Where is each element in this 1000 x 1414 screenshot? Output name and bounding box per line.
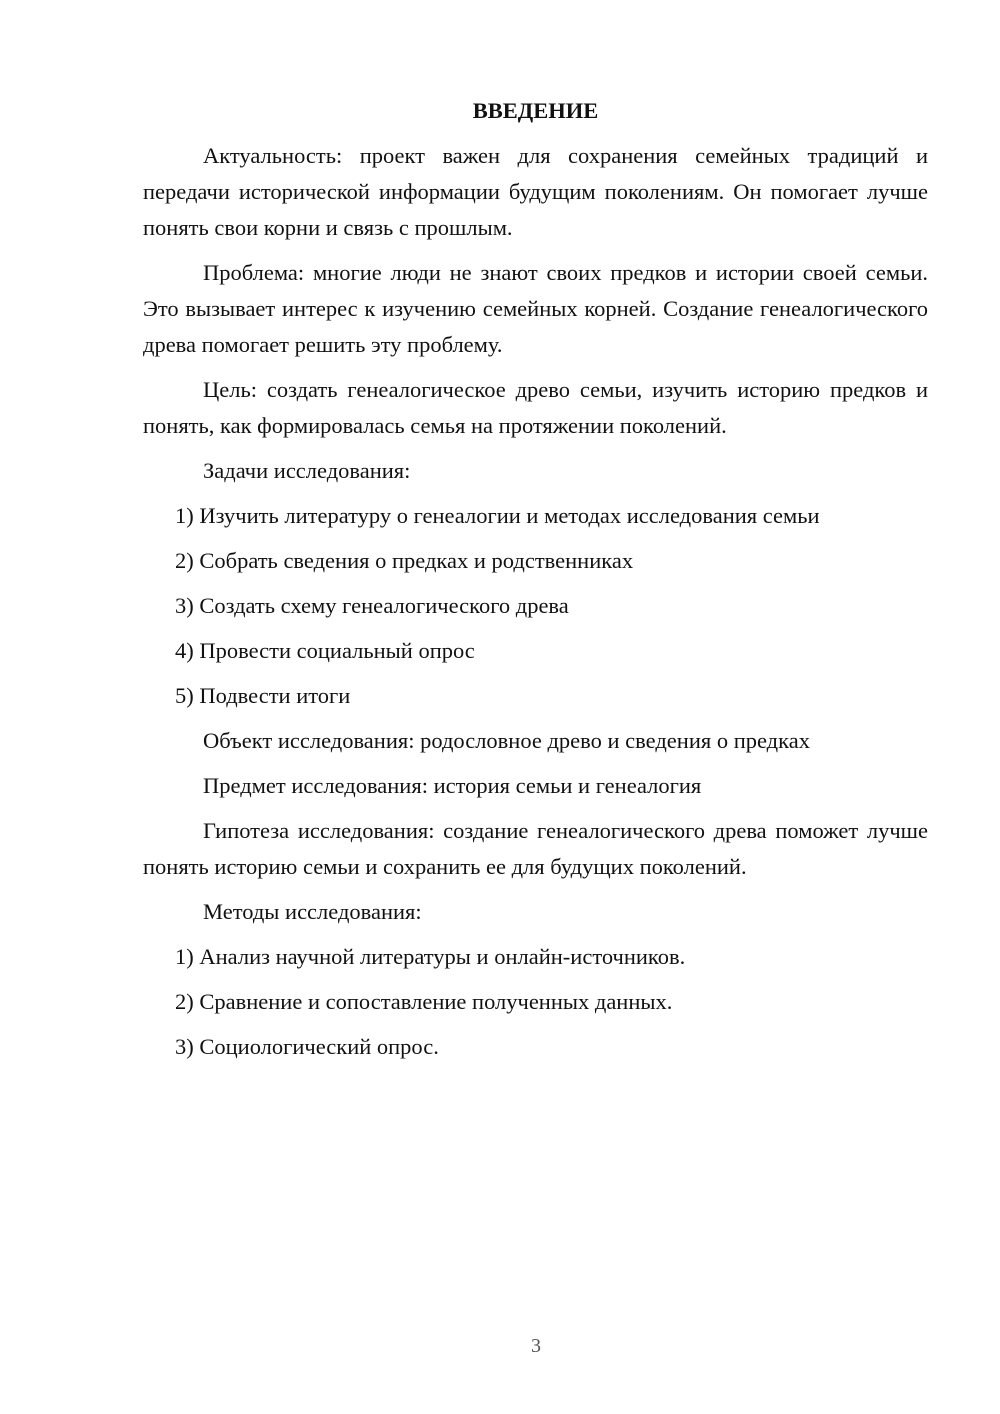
list-item: 3) Создать схему генеалогического древа bbox=[175, 593, 569, 618]
page-number: 3 bbox=[531, 1335, 541, 1357]
problem-paragraph: Проблема: многие люди не знают своих предков и истории своей семьи. Это вызывает интерес к изучению семейных корней. Создание генеалогического древа помогает решить эту проблему. bbox=[143, 260, 928, 357]
tasks-list bbox=[143, 498, 928, 714]
list-item: 4) Провести социальный опрос bbox=[175, 638, 475, 663]
tasks-heading: Задачи исследования: bbox=[203, 458, 411, 483]
object-line: Объект исследования: родословное древо и сведения о предках bbox=[203, 728, 810, 753]
document-page bbox=[143, 96, 928, 1074]
relevance-paragraph: Актуальность: проект важен для сохранения семейных традиций и передачи исторической информации будущим поколениям. Он помогает лучше понять свои корни и связь с прошлым. bbox=[143, 143, 928, 240]
list-item: 3) Социологический опрос. bbox=[175, 1034, 439, 1059]
list-item: 5) Подвести итоги bbox=[175, 683, 351, 708]
list-item: 1) Анализ научной литературы и онлайн-источников. bbox=[175, 944, 686, 969]
methods-heading: Методы исследования: bbox=[203, 899, 422, 924]
list-item: 2) Собрать сведения о предках и родственниках bbox=[175, 548, 634, 573]
list-item: 1) Изучить литературу о генеалогии и методах исследования семьи bbox=[175, 503, 820, 528]
hypothesis-paragraph: Гипотеза исследования: создание генеалогического древа поможет лучше понять историю семьи и сохранить ее для будущих поколений. bbox=[143, 818, 928, 879]
section-title: ВВЕДЕНИЕ bbox=[472, 98, 599, 123]
goal-paragraph: Цель: создать генеалогическое древо семьи, изучить историю предков и понять, как формировалась семья на протяжении поколений. bbox=[143, 377, 928, 438]
list-item: 2) Сравнение и сопоставление полученных данных. bbox=[175, 989, 673, 1014]
methods-list bbox=[143, 939, 928, 1065]
subject-line: Предмет исследования: история семьи и генеалогия bbox=[203, 773, 702, 798]
